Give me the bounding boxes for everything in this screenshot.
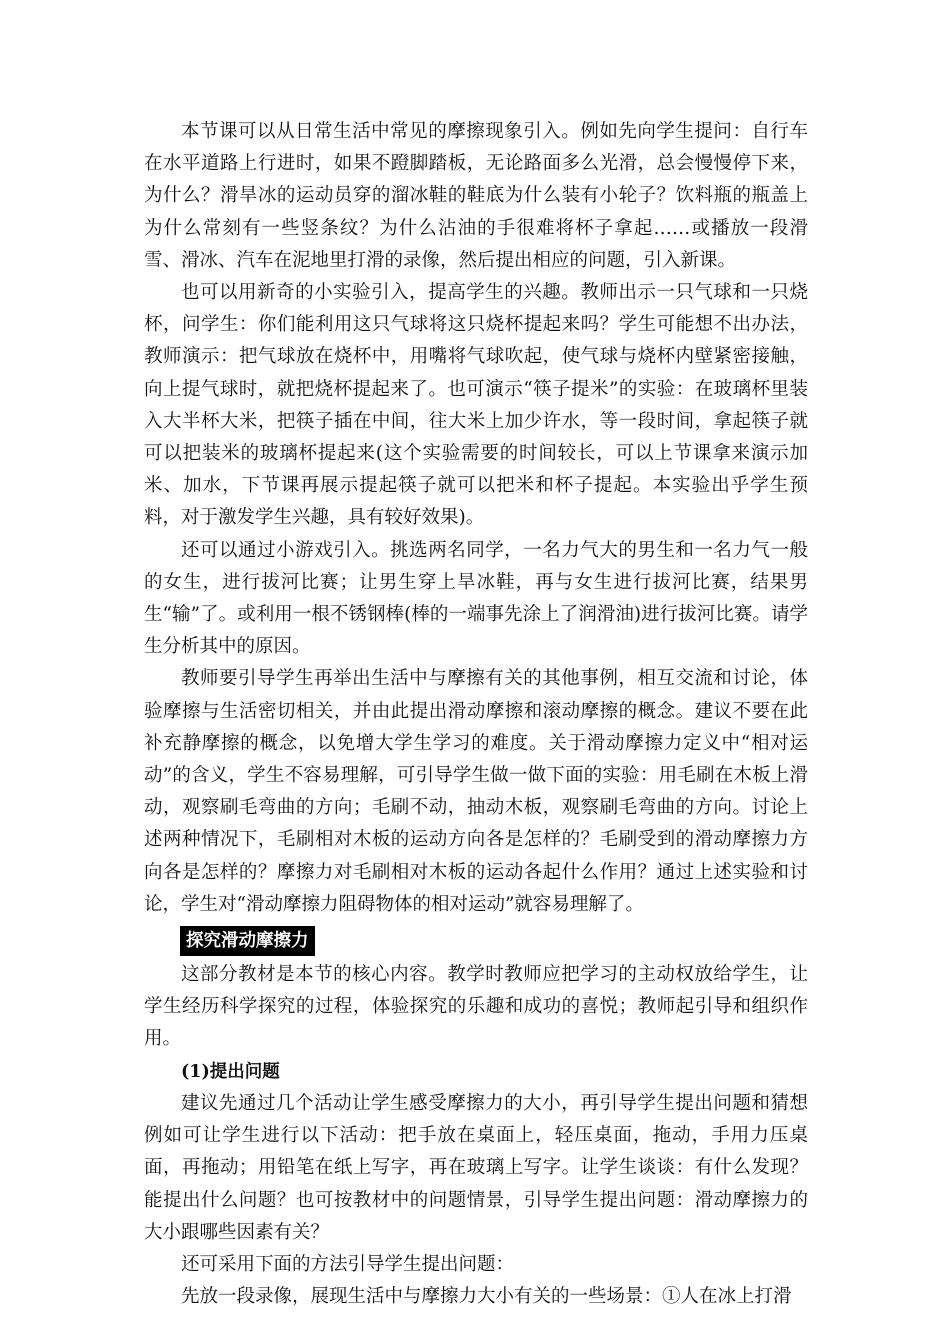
paragraph-section-1: 建议先通过几个活动让学生感受摩擦力的大小，再引导学生提出问题和猜想例如可让学生进行以下活动：把手放在桌面上，轻压桌面，拖动，手用力压桌面，再拖动；用铅笔在纸上写字，再在玻璃上写字。让学生谈谈：有什么发现？能提出什么问题？也可按教材中的问题情景，引导学生提出问题：滑动摩擦力的大小跟哪些因素有关？ (144, 1092, 808, 1243)
paragraph-intro-4: 教师要引导学生再举出生活中与摩擦有关的其他事例，相互交流和讨论，体验摩擦与生活密切相关，并由此提出滑动摩擦和滚动摩擦的概念。建议不要在此补充静摩擦的概念，以免增大学生学习的难度。关于滑动摩擦力定义中“相对运动”的含义，学生不容易理解，可引导学生做一做下面的实验：用毛刷在木板上滑动，观察刷毛弯曲的方向；毛刷不动，抽动木板，观察刷毛弯曲的方向。讨论上述两种情况下，毛刷相对木板的运动方向各是怎样的？毛刷受到的滑动摩擦力方向各是怎样的？摩擦力对毛刷相对木板的运动各起什么作用？通过上述实验和讨论，学生对“滑动摩擦力阻碍物体的相对运动”就容易理解了。 (144, 668, 808, 915)
section-heading: 探究滑动摩擦力 (181, 927, 314, 955)
section-heading-row (144, 925, 808, 957)
paragraph-section-2: 还可采用下面的方法引导学生提出问题： (181, 1253, 515, 1275)
paragraph-intro-1: 本节课可以从日常生活中常见的摩擦现象引入。例如先向学生提问：自行车在水平道路上行进时，如果不蹬脚踏板，无论路面多么光滑，总会慢慢停下来，为什么？滑旱冰的运动员穿的溜冰鞋的鞋底为什么装有小轮子？饮料瓶的瓶盖上为什么常刻有一些竖条纹？为什么沾油的手很难将杯子拿起……或播放一段滑雪、滑冰、汽车在泥地里打滑的录像，然后提出相应的问题，引入新课。 (144, 121, 808, 271)
document-body (144, 116, 808, 1313)
paragraph-section-3: 先放一段录像，展现生活中与摩擦力大小有关的一些场景：①人在冰上打滑 (181, 1286, 792, 1308)
paragraph-intro-2: 也可以用新奇的小实验引入，提高学生的兴趣。教师出示一只气球和一只烧杯，问学生：你们能利用这只气球将这只烧杯提起来吗？学生可能想不出办法，教师演示：把气球放在烧杯中，用嘴将气球吹起，使气球与烧杯内壁紧密接触，向上提气球时，就把烧杯提起来了。也可演示“筷子提米”的实验：在玻璃杯里装入大半杯大米，把筷子插在中间，往大米上加少许水，等一段时间，拿起筷子就可以把装米的玻璃杯提起来(这个实验需要的时间较长，可以上节课拿来演示加米、加水，下节课再展示提起筷子就可以把米和杯子提起。本实验出乎学生预料，对于激发学生兴趣，具有较好效果)。 (144, 282, 808, 529)
paragraph-section-intro: 这部分教材是本节的核心内容。教学时教师应把学习的主动权放给学生，让学生经历科学探究的过程，体验探究的乐趣和成功的喜悦；教师起引导和组织作用。 (144, 964, 808, 1050)
subheading-ask-question: (1)提出问题 (181, 1061, 280, 1082)
paragraph-intro-3: 还可以通过小游戏引入。挑选两名同学，一名力气大的男生和一名力气一般的女生，进行拔河比赛；让男生穿上旱冰鞋，再与女生进行拔河比赛，结果男生“输”了。或利用一根不锈钢棒(棒的一端事先涂上了润滑油)进行拔河比赛。请学生分析其中的原因。 (144, 539, 808, 658)
